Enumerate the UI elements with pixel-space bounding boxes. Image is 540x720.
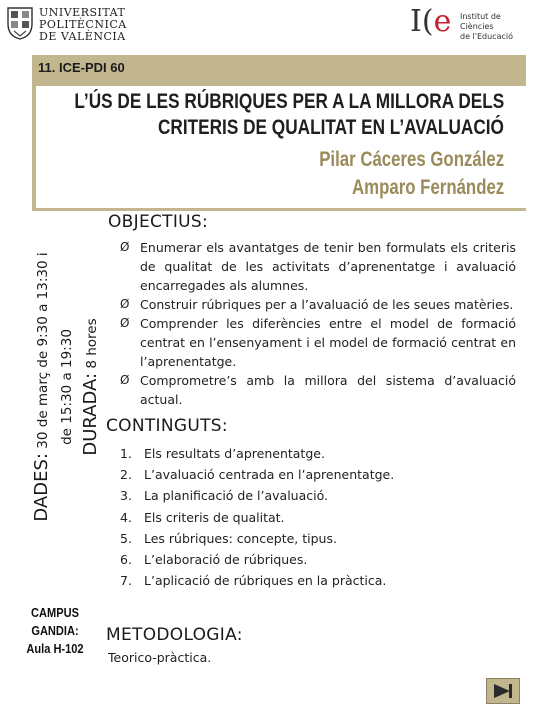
arrow-bullet-icon: Ø	[120, 240, 130, 254]
dates-label: DADES:	[31, 453, 52, 522]
list-item: 1. Els resultats d’aprenentatge.	[120, 446, 325, 461]
university-logo	[6, 4, 136, 44]
ice-logo-line3: de l'Educació	[460, 32, 513, 41]
next-slide-icon	[494, 684, 510, 698]
author-2: Amparo Fernández	[351, 176, 504, 199]
list-item: Ø Comprometre’s amb la millora del sistema d’avaluació actual.	[120, 373, 516, 407]
list-item: 7. L’aplicació de rúbriques en la pràctica.	[120, 573, 387, 589]
list-item: 3. La planificació de l’avaluació.	[120, 488, 328, 504]
university-name-line2: POLITÈCNICA	[39, 18, 127, 31]
campus-info	[20, 604, 90, 658]
dates-value-line1: 30 de març de 9:30 a 13:30 i	[35, 252, 51, 454]
contents-list	[120, 443, 394, 591]
campus-line2: GANDIA:	[31, 623, 79, 638]
ice-logo-line2: Ciències	[460, 22, 494, 31]
duration-value: 8 hores	[84, 318, 100, 373]
list-item: Ø Enumerar els avantatges de tenir ben formulats els criteris de qualitat de les activitats d’aprenentatge i avaluació encarregades als alumnes.	[120, 240, 516, 293]
title-banner-inner	[36, 86, 526, 208]
dates-value-line2: de 15:30 a 19:30	[59, 329, 75, 445]
methodology-text: Teorico-pràctica.	[108, 650, 212, 665]
list-item: Ø Construir rúbriques per a l’avaluació de les seues matèries.	[120, 297, 514, 312]
arrow-bullet-icon: Ø	[120, 316, 130, 330]
list-item: Ø Comprender les diferències entre el model de formació centrat en l’ensenyament i el model de formació centrat en l’aprenentatge.	[120, 316, 516, 369]
author-1: Pilar Cáceres González	[319, 148, 504, 171]
university-name-line3: DE VALÈNCIA	[39, 30, 126, 43]
list-item: 5. Les rúbriques: concepte, tipus.	[120, 530, 337, 546]
campus-line1: CAMPUS	[31, 605, 79, 620]
methodology-heading: METODOLOGIA:	[106, 625, 243, 645]
ice-logo-icon: I(e Institut de Ciències de l'Educació	[410, 4, 513, 41]
schedule-sidebar	[12, 222, 122, 552]
campus-line3: Aula H-102	[26, 641, 84, 656]
arrow-bullet-icon: Ø	[120, 373, 130, 387]
course-title-line1: L’ÚS DE LES RÚBRIQUES PER A LA MILLORA DELS	[74, 90, 504, 113]
ice-logo-line1: Institut de	[460, 12, 501, 21]
objectives-heading: OBJECTIUS:	[108, 212, 209, 232]
list-item: 6. L’elaboració de rúbriques.	[120, 552, 308, 568]
duration-label: DURADA:	[80, 372, 101, 456]
list-item: 4. Els criteris de qualitat.	[120, 509, 285, 525]
university-name-line1: UNIVERSITAT	[39, 6, 126, 19]
course-title-line2: CRITERIS DE QUALITAT EN L’AVALUACIÓ	[157, 116, 504, 139]
course-code: 11. ICE-PDI 60	[38, 60, 125, 75]
objectives-list	[120, 238, 516, 409]
list-item: 2. L’avaluació centrada en l’aprenentatge.	[120, 467, 395, 483]
contents-heading: CONTINGUTS:	[106, 416, 228, 436]
next-slide-button[interactable]	[486, 678, 520, 704]
university-shield-icon	[6, 6, 34, 40]
arrow-bullet-icon: Ø	[120, 297, 130, 311]
